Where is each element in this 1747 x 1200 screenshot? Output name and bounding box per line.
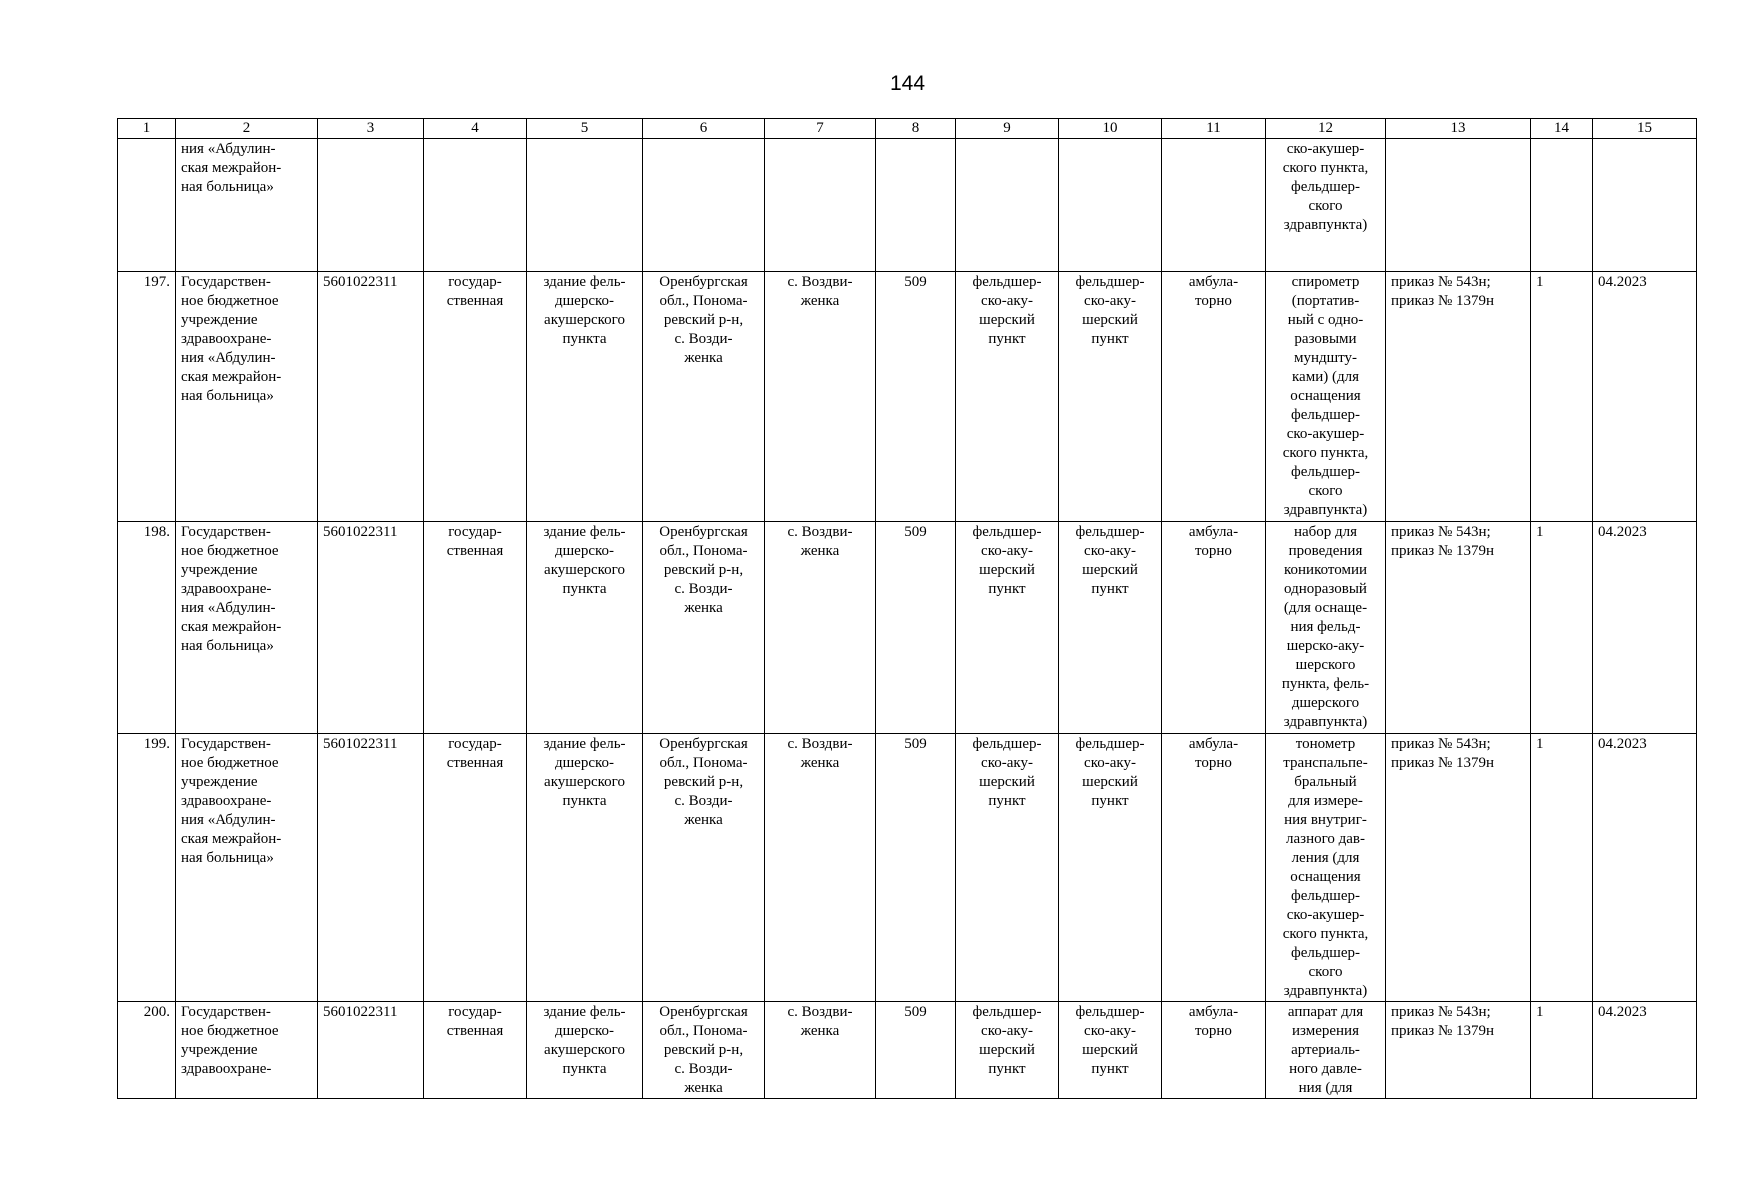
cell-equipment: аппарат для измерения артериаль- ного давле- ния (для: [1266, 1002, 1386, 1099]
cell-empty: [956, 139, 1059, 272]
column-header: 1: [118, 119, 176, 139]
cell-date: 04.2023: [1593, 734, 1697, 1002]
column-header: 6: [643, 119, 765, 139]
cell-address: Оренбургская обл., Понома- ревский р-н, с. Возди- женка: [643, 734, 765, 1002]
cell-empty: [318, 139, 424, 272]
column-header: 15: [1593, 119, 1697, 139]
cell-empty: [1386, 139, 1531, 272]
cell-unit-name: фельдшер- ско-аку- шерский пункт: [1059, 1002, 1162, 1099]
cell-locality: с. Воздви- женка: [765, 522, 876, 734]
table-row: [118, 1002, 1697, 1099]
cell-institution: ния «Абдулин- ская межрайон- ная больница»: [176, 139, 318, 272]
cell-address: Оренбургская обл., Понома- ревский р-н, с. Возди- женка: [643, 522, 765, 734]
cell-date: 04.2023: [1593, 1002, 1697, 1099]
equipment-register-table: [117, 118, 1697, 1099]
column-header: 11: [1162, 119, 1266, 139]
cell-institution: Государствен- ное бюджетное учреждение здравоохране- ния «Абдулин- ская межрайон- ная больница»: [176, 734, 318, 1002]
page-number: 144: [889, 72, 926, 95]
cell-order: приказ № 543н; приказ № 1379н: [1386, 522, 1531, 734]
header-row: [118, 119, 1697, 139]
column-header: 8: [876, 119, 956, 139]
continuation-row: [118, 139, 1697, 272]
column-header: 14: [1531, 119, 1593, 139]
column-header: 10: [1059, 119, 1162, 139]
cell-institution: Государствен- ное бюджетное учреждение здравоохране-: [176, 1002, 318, 1099]
cell-code: 509: [876, 1002, 956, 1099]
cell-row-number: 197.: [118, 272, 176, 522]
cell-equipment: тонометр транспальпе- бральный для измере- ния внутриг- лазного дав- ления (для оснащения фельдшер- ско-акушер- ского пункта, фельдшер- ского здравпункта): [1266, 734, 1386, 1002]
cell-empty: [1593, 139, 1697, 272]
cell-code: 509: [876, 734, 956, 1002]
cell-empty: [643, 139, 765, 272]
cell-care-mode: амбула- торно: [1162, 522, 1266, 734]
cell-date: 04.2023: [1593, 522, 1697, 734]
cell-equipment: ско-акушер- ского пункта, фельдшер- ского здравпункта): [1266, 139, 1386, 272]
column-header: 9: [956, 119, 1059, 139]
cell-order: приказ № 543н; приказ № 1379н: [1386, 1002, 1531, 1099]
column-header: 2: [176, 119, 318, 139]
cell-unit-type: фельдшер- ско-аку- шерский пункт: [956, 522, 1059, 734]
cell-locality: с. Воздви- женка: [765, 734, 876, 1002]
cell-inn: 5601022311: [318, 522, 424, 734]
cell-building: здание фель- дшерско- акушерского пункта: [527, 522, 643, 734]
cell-inn: 5601022311: [318, 1002, 424, 1099]
cell-inn: 5601022311: [318, 272, 424, 522]
column-header: 12: [1266, 119, 1386, 139]
cell-address: Оренбургская обл., Понома- ревский р-н, с. Возди- женка: [643, 1002, 765, 1099]
cell-unit-type: фельдшер- ско-аку- шерский пункт: [956, 272, 1059, 522]
cell-empty: [1059, 139, 1162, 272]
cell-code: 509: [876, 522, 956, 734]
cell-locality: с. Воздви- женка: [765, 1002, 876, 1099]
cell-order: приказ № 543н; приказ № 1379н: [1386, 734, 1531, 1002]
cell-building: здание фель- дшерско- акушерского пункта: [527, 734, 643, 1002]
cell-empty: [876, 139, 956, 272]
cell-quantity: 1: [1531, 272, 1593, 522]
column-header: 5: [527, 119, 643, 139]
cell-unit-name: фельдшер- ско-аку- шерский пункт: [1059, 522, 1162, 734]
cell-empty: [765, 139, 876, 272]
cell-row-number: 199.: [118, 734, 176, 1002]
table-row: [118, 734, 1697, 1002]
cell-empty: [527, 139, 643, 272]
cell-empty: [118, 139, 176, 272]
cell-ownership: государ- ственная: [424, 734, 527, 1002]
column-header: 3: [318, 119, 424, 139]
cell-locality: с. Воздви- женка: [765, 272, 876, 522]
cell-building: здание фель- дшерско- акушерского пункта: [527, 272, 643, 522]
cell-order: приказ № 543н; приказ № 1379н: [1386, 272, 1531, 522]
cell-building: здание фель- дшерско- акушерского пункта: [527, 1002, 643, 1099]
cell-empty: [424, 139, 527, 272]
cell-institution: Государствен- ное бюджетное учреждение здравоохране- ния «Абдулин- ская межрайон- ная больница»: [176, 272, 318, 522]
cell-unit-name: фельдшер- ско-аку- шерский пункт: [1059, 734, 1162, 1002]
cell-date: 04.2023: [1593, 272, 1697, 522]
cell-inn: 5601022311: [318, 734, 424, 1002]
table-row: [118, 272, 1697, 522]
cell-care-mode: амбула- торно: [1162, 734, 1266, 1002]
cell-unit-name: фельдшер- ско-аку- шерский пункт: [1059, 272, 1162, 522]
column-header: 7: [765, 119, 876, 139]
cell-quantity: 1: [1531, 522, 1593, 734]
cell-care-mode: амбула- торно: [1162, 272, 1266, 522]
cell-ownership: государ- ственная: [424, 1002, 527, 1099]
cell-row-number: 198.: [118, 522, 176, 734]
column-header: 13: [1386, 119, 1531, 139]
cell-address: Оренбургская обл., Понома- ревский р-н, с. Возди- женка: [643, 272, 765, 522]
column-header: 4: [424, 119, 527, 139]
cell-unit-type: фельдшер- ско-аку- шерский пункт: [956, 1002, 1059, 1099]
cell-equipment: набор для проведения коникотомии одноразовый (для оснаще- ния фельд- шерско-аку- шерского пункта, фель- дшерского здравпункта): [1266, 522, 1386, 734]
cell-quantity: 1: [1531, 1002, 1593, 1099]
cell-empty: [1162, 139, 1266, 272]
cell-empty: [1531, 139, 1593, 272]
cell-care-mode: амбула- торно: [1162, 1002, 1266, 1099]
cell-institution: Государствен- ное бюджетное учреждение здравоохране- ния «Абдулин- ская межрайон- ная больница»: [176, 522, 318, 734]
cell-row-number: 200.: [118, 1002, 176, 1099]
cell-ownership: государ- ственная: [424, 522, 527, 734]
cell-ownership: государ- ственная: [424, 272, 527, 522]
cell-unit-type: фельдшер- ско-аку- шерский пункт: [956, 734, 1059, 1002]
cell-code: 509: [876, 272, 956, 522]
table-row: [118, 522, 1697, 734]
cell-quantity: 1: [1531, 734, 1593, 1002]
cell-equipment: спирометр (портатив- ный с одно- разовыми мундшту- ками) (для оснащения фельдшер- ско-акушер- ского пункта, фельдшер- ского здравпункта): [1266, 272, 1386, 522]
